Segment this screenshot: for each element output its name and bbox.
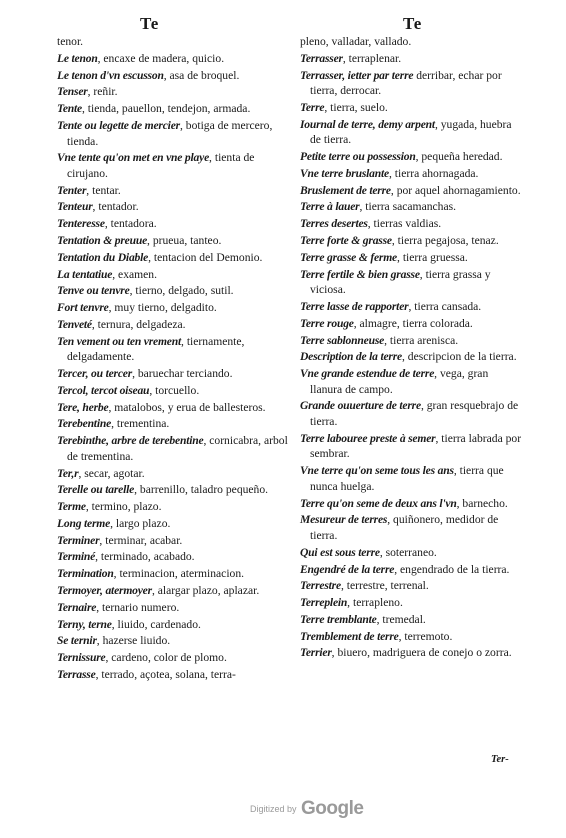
entry-translation: , terminar, acabar.	[99, 533, 183, 547]
dictionary-entry	[57, 267, 297, 283]
dictionary-entry	[57, 416, 297, 432]
dictionary-entry	[300, 595, 522, 611]
entry-headword: Grande ouuerture de terre	[300, 399, 421, 413]
dictionary-entry	[300, 512, 522, 543]
entry-headword: Termoyer, atermoyer	[57, 584, 152, 598]
dictionary-entry	[300, 166, 522, 182]
entry-headword: Vne tente qu'on met en vne playe	[57, 151, 210, 165]
dictionary-entry	[300, 612, 522, 628]
entry-translation: , terrado, açotea, solana, terra-	[95, 667, 236, 681]
dictionary-entry	[57, 334, 297, 365]
entry-translation: , liuido, cardenado.	[111, 617, 201, 631]
entry-headword: Terre labouree preste à semer	[300, 431, 436, 445]
left-column	[57, 34, 297, 684]
entry-translation: , largo plazo.	[110, 516, 171, 530]
entry-translation: , tentador.	[92, 200, 139, 214]
entry-translation: , termino, plazo.	[85, 500, 162, 514]
entry-headword: Terre qu'on seme de deux ans l'vn	[300, 496, 457, 510]
entry-headword: Terminer	[57, 533, 100, 547]
dictionary-entry	[57, 51, 297, 67]
dictionary-entry	[300, 366, 522, 397]
entry-translation: , encaxe de madera, quicio.	[97, 51, 225, 65]
entry-translation: , tentadora.	[104, 217, 157, 231]
dictionary-entry	[300, 216, 522, 232]
dictionary-entry	[57, 118, 297, 149]
entry-translation: , tierra, suelo.	[324, 100, 388, 114]
entry-headword: Terelle ou tarelle	[57, 483, 135, 497]
entry-headword: Ter,r	[57, 466, 79, 480]
entry-headword: Qui est sous terre	[300, 545, 380, 559]
entry-headword: Vne grande estendue de terre	[300, 367, 435, 381]
entry-translation: , botiga de mercero, tienda.	[67, 118, 273, 148]
entry-headword: Mesureur de terres	[300, 513, 388, 527]
entry-headword: Terres desertes	[300, 217, 368, 231]
entry-headword: Terre tremblante	[300, 612, 377, 626]
entry-headword: Tenteur	[57, 200, 93, 214]
entry-headword: Tenser	[57, 85, 88, 99]
dictionary-entry	[300, 250, 522, 266]
dictionary-entry	[300, 51, 522, 67]
dictionary-entry	[57, 433, 297, 464]
entry-headword: La tentatiue	[57, 267, 113, 281]
entry-headword: Terre	[300, 100, 325, 114]
entry-headword: Terebinthe, arbre de terebentine	[57, 434, 204, 448]
dictionary-entry	[57, 183, 297, 199]
entry-headword: Vne terre qu'on seme tous les ans	[300, 464, 454, 478]
dictionary-entry	[57, 566, 297, 582]
entry-headword: Terre forte & grasse	[300, 234, 392, 247]
entry-headword: Engendré de la terre	[300, 562, 395, 576]
dictionary-entry	[300, 431, 522, 462]
entry-headword: Tente ou legette de mercier	[57, 118, 180, 132]
entry-translation: tenor.	[57, 35, 84, 48]
dictionary-entry	[57, 466, 297, 482]
right-column	[300, 34, 522, 662]
entry-translation: , terrestre, terrenal.	[340, 579, 429, 593]
entry-translation: , trementina.	[111, 417, 170, 431]
dictionary-entry	[57, 366, 297, 382]
dictionary-entry	[57, 516, 297, 532]
dictionary-entry	[57, 199, 297, 215]
dictionary-entry	[57, 34, 297, 50]
dictionary-entry	[300, 645, 522, 661]
entry-translation: , tierno, delgado, sutil.	[129, 284, 234, 298]
entry-translation: , asa de broquel.	[163, 68, 240, 82]
entry-translation: , secar, agotar.	[78, 466, 145, 480]
dictionary-entry	[57, 633, 297, 649]
entry-translation: , tierra gruessa.	[397, 250, 468, 264]
entry-headword: Vne terre bruslante	[300, 166, 389, 180]
entry-headword: Terny, terne	[57, 617, 112, 631]
entry-translation: , tentar.	[86, 183, 121, 197]
entry-headword: Termination	[57, 567, 114, 581]
dictionary-entry	[300, 149, 522, 165]
entry-headword: Tentation & preuue	[57, 234, 148, 247]
dictionary-entry	[57, 533, 297, 549]
entry-translation: , terminacion, aterminacion.	[113, 567, 245, 581]
running-head-left: Te	[140, 14, 160, 33]
dictionary-entry	[57, 233, 297, 249]
dictionary-entry	[57, 549, 297, 565]
dictionary-entry	[300, 183, 522, 199]
entry-headword: Iournal de terre, demy arpent	[300, 117, 435, 131]
dictionary-entry	[57, 583, 297, 599]
entry-translation: , matalobos, y erua de ballesteros.	[108, 400, 266, 414]
dictionary-entry	[57, 68, 297, 84]
entry-translation: , engendrado de la tierra.	[394, 562, 510, 576]
entry-translation: , yugada, huebra de tierra.	[310, 117, 512, 147]
catchword: Ter-	[491, 754, 509, 765]
entry-translation: , ternario numero.	[96, 600, 180, 614]
entry-headword: Tenveté	[57, 317, 92, 331]
entry-headword: Terminé	[57, 550, 96, 564]
entry-translation: , prueua, tanteo.	[147, 234, 222, 247]
entry-headword: Se ternir	[57, 634, 97, 648]
dictionary-entry	[57, 667, 297, 683]
dictionary-entry	[300, 545, 522, 561]
entry-translation: , vega, gran llanura de campo.	[310, 367, 489, 396]
entry-headword: Tercer, ou tercer	[57, 367, 133, 381]
entry-headword: Tenter	[57, 183, 87, 197]
entry-translation: , descripcion de la tierra.	[402, 350, 517, 364]
dictionary-entry	[57, 400, 297, 416]
entry-headword: Terrasser	[300, 51, 343, 65]
entry-translation: , terraplenar.	[342, 51, 402, 65]
entry-translation: , muy tierno, delgadito.	[108, 301, 217, 315]
dictionary-entry	[300, 496, 522, 512]
entry-headword: Tenteresse	[57, 217, 105, 231]
dictionary-entry	[300, 333, 522, 349]
entry-translation: , tierra que nunca huelga.	[310, 464, 504, 493]
entry-translation: , gran resquebrajo de tierra.	[310, 399, 519, 429]
entry-translation: , tierra pegajosa, tenaz.	[391, 234, 499, 247]
entry-headword: Terre à lauer	[300, 200, 360, 214]
entry-translation: , tiernamente, delgadamente.	[67, 334, 245, 364]
dictionary-entry	[57, 84, 297, 100]
entry-headword: Ternissure	[57, 651, 106, 665]
entry-headword: Terre rouge	[300, 316, 354, 330]
entry-translation: , baruechar terciando.	[132, 367, 233, 381]
entry-headword: Terre fertile & bien grasse	[300, 267, 420, 281]
entry-translation: , terminado, acabado.	[95, 550, 195, 564]
dictionary-entry	[300, 578, 522, 594]
entry-translation: , tierra cansada.	[408, 299, 482, 313]
dictionary-entry	[300, 100, 522, 116]
entry-translation: , quiñonero, medidor de tierra.	[310, 513, 499, 542]
dictionary-entry	[57, 101, 297, 117]
entry-translation: , tierra sacamanchas.	[359, 200, 457, 214]
entry-translation: , examen.	[112, 267, 157, 281]
entry-headword: Terrestre	[300, 579, 341, 593]
entry-translation: , terremoto.	[398, 629, 453, 643]
entry-headword: Long terme	[57, 516, 111, 530]
dictionary-entry	[300, 299, 522, 315]
dictionary-entry	[57, 383, 297, 399]
entry-headword: Terrier	[300, 646, 332, 660]
entry-headword: Tenve ou tenvre	[57, 284, 130, 298]
entry-headword: Tere, herbe	[57, 400, 109, 414]
dictionary-entry	[300, 463, 522, 494]
entry-translation: , soterraneo.	[379, 545, 437, 559]
dictionary-entry	[57, 499, 297, 515]
entry-headword: Terre lasse de rapporter	[300, 299, 409, 313]
entry-headword: Tremblement de terre	[300, 629, 399, 643]
entry-headword: Description de la terre	[300, 350, 402, 364]
entry-translation: , ternura, delgadeza.	[91, 317, 186, 331]
entry-translation: , tentacion del Demonio.	[148, 250, 263, 264]
dictionary-entry	[300, 233, 522, 249]
dictionary-entry	[57, 482, 297, 498]
dictionary-entry	[57, 317, 297, 333]
entry-translation: , tierra arenisca.	[384, 333, 459, 347]
entry-headword: Terre sablonneuse	[300, 333, 385, 347]
entry-translation: , hazerse liuido.	[96, 634, 171, 648]
dictionary-entry	[300, 629, 522, 645]
entry-headword: Petite terre ou possession	[300, 150, 416, 164]
entry-headword: Tentation du Diable	[57, 250, 149, 264]
entry-headword: Le tenon	[57, 51, 98, 65]
google-logo: Google	[300, 798, 364, 819]
entry-headword: Fort tenvre	[57, 301, 109, 315]
dictionary-entry	[57, 283, 297, 299]
entry-headword: Tente	[57, 102, 82, 116]
dictionary-entry	[300, 68, 522, 99]
entry-translation: , torcuello.	[149, 383, 200, 397]
entry-headword: Ten vement ou ten vrement	[57, 334, 182, 348]
entry-translation: derribar, echar por tierra, derrocar.	[310, 68, 502, 98]
entry-headword: Terme	[57, 500, 86, 514]
entry-headword: Terrasse	[57, 667, 96, 681]
running-head-right: Te	[403, 14, 423, 33]
entry-translation: , tierra labrada por sembrar.	[310, 431, 522, 461]
dictionary-entry	[57, 650, 297, 666]
entry-headword: Bruslement de terre	[300, 183, 391, 197]
entry-translation: , biuero, madriguera de conejo o zorra.	[331, 646, 512, 660]
entry-translation: , tienda, pauellon, tendejon, armada.	[81, 102, 251, 116]
entry-headword: Terre grasse & ferme	[300, 250, 398, 264]
dictionary-entry	[300, 316, 522, 332]
entry-translation: , tierra ahornagada.	[388, 166, 479, 180]
dictionary-entry	[300, 349, 522, 365]
dictionary-entry	[57, 617, 297, 633]
dictionary-entry	[300, 398, 522, 429]
entry-headword: Terrasser, ietter par terre	[300, 68, 414, 82]
entry-translation: , tierra grassa y viciosa.	[310, 267, 491, 297]
dictionary-entry	[57, 216, 297, 232]
entry-translation: , cardeno, color de plomo.	[105, 651, 227, 665]
entry-translation: pleno, valladar, vallado.	[300, 35, 412, 48]
digitized-by-watermark	[250, 798, 363, 820]
entry-translation: , reñir.	[87, 85, 118, 99]
dictionary-entry	[57, 150, 297, 181]
entry-translation: , cornicabra, arbol de trementina.	[67, 434, 288, 463]
dictionary-entry	[300, 267, 522, 298]
dictionary-entry	[57, 300, 297, 316]
entry-translation: , terrapleno.	[347, 596, 403, 610]
entry-translation: , tremedal.	[376, 612, 426, 626]
dictionary-entry	[57, 250, 297, 266]
digitized-prefix: Digitized by	[250, 804, 297, 814]
entry-translation: , por aquel ahornagamiento.	[390, 183, 521, 197]
dictionary-entry	[57, 600, 297, 616]
entry-translation: , barnecho.	[456, 496, 508, 510]
entry-headword: Terreplein	[300, 596, 348, 610]
dictionary-entry	[300, 199, 522, 215]
entry-headword: Terebentine	[57, 417, 112, 431]
dictionary-entry	[300, 34, 522, 50]
entry-translation: , pequeña heredad.	[415, 150, 503, 164]
entry-headword: Le tenon d'vn escusson	[57, 68, 164, 82]
entry-headword: Ternaire	[57, 600, 97, 614]
entry-translation: , tienta de cirujano.	[67, 151, 255, 180]
entry-translation: , almagre, tierra colorada.	[353, 316, 473, 330]
entry-headword: Tercol, tercot oiseau	[57, 383, 150, 397]
dictionary-entry	[300, 117, 522, 148]
entry-translation: , alargar plazo, aplazar.	[151, 584, 260, 598]
dictionary-entry	[300, 562, 522, 578]
entry-translation: , tierras valdias.	[367, 217, 442, 231]
entry-translation: , barrenillo, taladro pequeño.	[134, 483, 269, 497]
